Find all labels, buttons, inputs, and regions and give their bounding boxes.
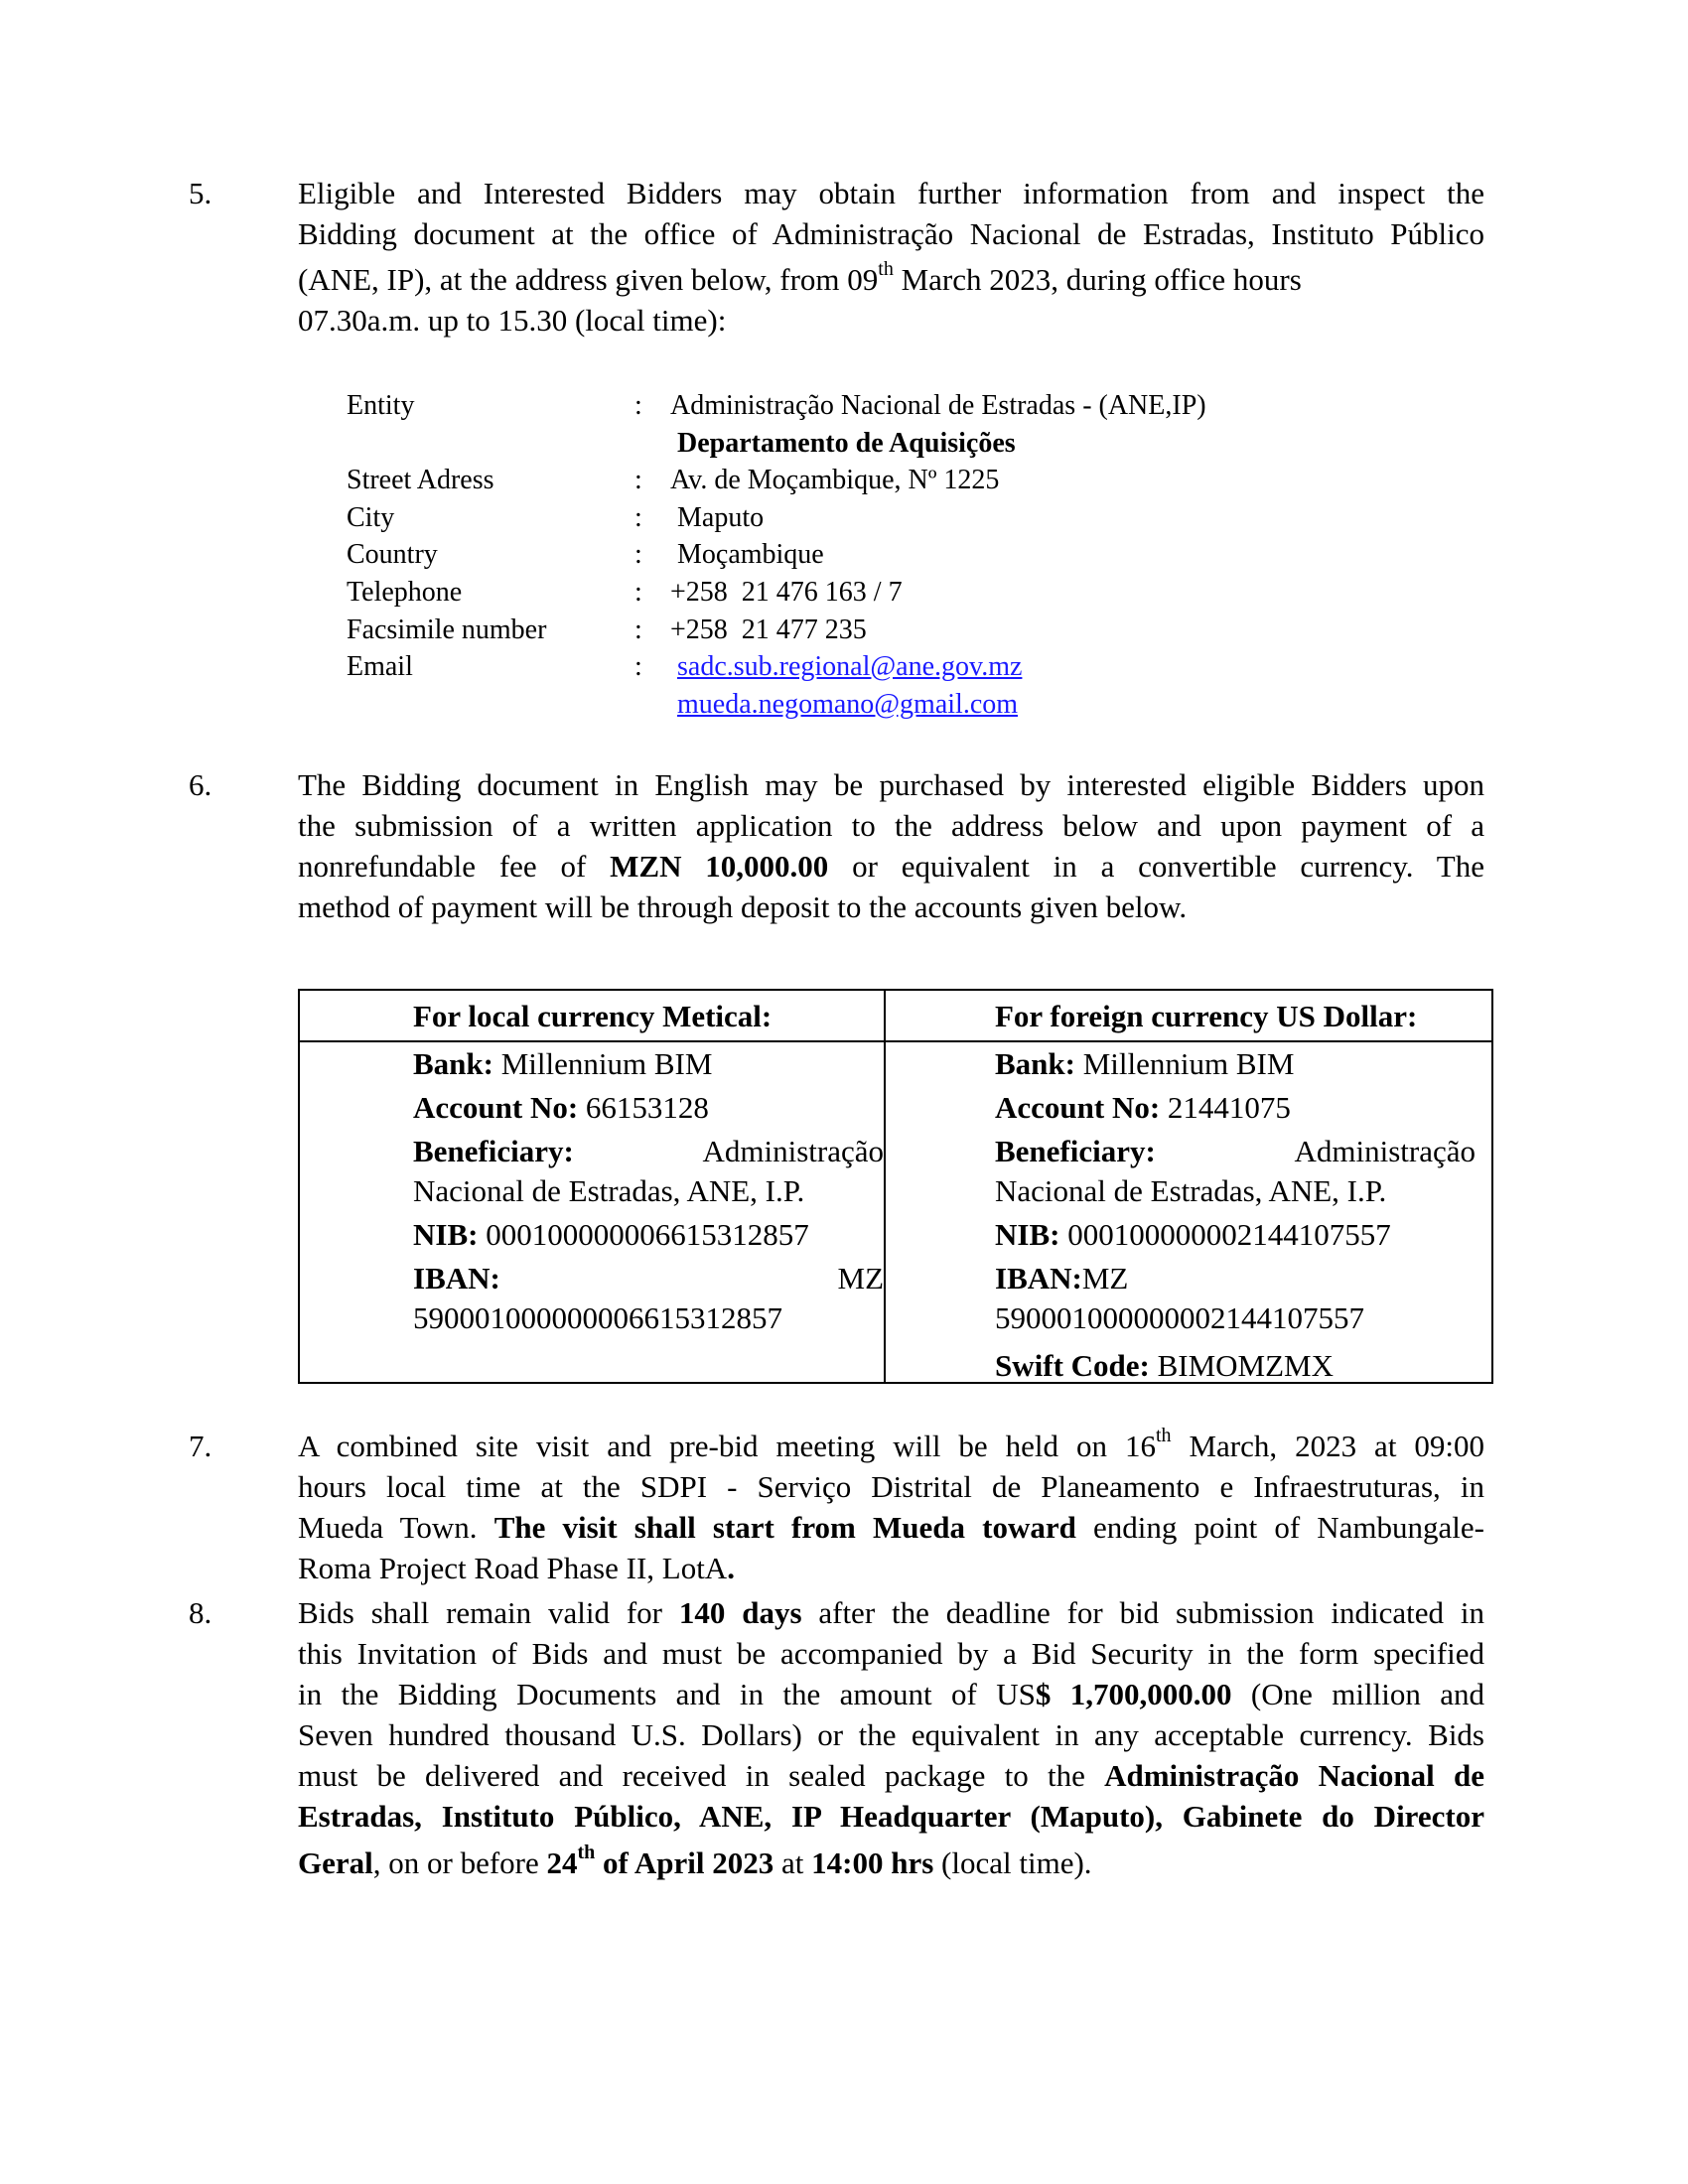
contact-value: Administração Nacional de Estradas - (ANE,IP) bbox=[670, 390, 1206, 421]
local-currency-column bbox=[413, 991, 884, 1338]
iban-row: IBAN: MZ bbox=[413, 1261, 884, 1296]
superscript: th bbox=[878, 257, 894, 280]
text-line bbox=[298, 846, 1484, 887]
paragraph-number: 7. bbox=[189, 1429, 212, 1463]
text-segment: after the deadline for bid submission indicated in bbox=[801, 1595, 1484, 1630]
text-segment: Roma Project Road Phase II, LotA bbox=[298, 1551, 728, 1585]
text-line bbox=[298, 1426, 1484, 1466]
contact-row-country bbox=[347, 536, 1339, 574]
text-line: hours local time at the SDPI - Serviço Distrital de Planeamento e Infraestruturas, in bbox=[298, 1469, 1484, 1504]
beneficiary-row: Nacional de Estradas, ANE, I.P. bbox=[995, 1173, 1387, 1208]
text-segment: must be delivered and received in sealed package to the bbox=[298, 1758, 1105, 1793]
bold-text: Geral bbox=[298, 1845, 373, 1880]
bank-row: Bank: Millennium BIM bbox=[413, 1046, 713, 1081]
email-link[interactable]: sadc.sub.regional@ane.gov.mz bbox=[677, 651, 1023, 683]
paragraph-number: 8. bbox=[189, 1595, 212, 1630]
text-line: Estradas, Instituto Público, ANE, IP Headquarter (Maputo), Gabinete do Director bbox=[298, 1799, 1484, 1834]
text-segment: Mueda Town. bbox=[298, 1510, 494, 1545]
contact-value: Departamento de Aquisições bbox=[677, 427, 1016, 459]
text-segment: in the Bidding Documents and in the amount of US bbox=[298, 1677, 1036, 1711]
text-line: Bidding document at the office of Administração Nacional de Estradas, Instituto Público bbox=[298, 216, 1484, 251]
superscript: th bbox=[1155, 1424, 1172, 1446]
text-line: this Invitation of Bids and must be accompanied by a Bid Security in the form specified bbox=[298, 1636, 1484, 1671]
paragraph-5 bbox=[189, 173, 1484, 341]
paragraph-number: 6. bbox=[189, 767, 212, 802]
table-divider bbox=[884, 991, 886, 1382]
text-line: Eligible and Interested Bidders may obtain further information from and inspect the bbox=[298, 176, 1484, 210]
colon: : bbox=[634, 651, 642, 683]
contact-value: Moçambique bbox=[677, 539, 824, 571]
text-segment: March, 2023 at 09:00 bbox=[1171, 1429, 1485, 1463]
account-row: Account No: 21441075 bbox=[995, 1090, 1291, 1125]
swift-row: Swift Code: BIMOMZMX bbox=[995, 1348, 1335, 1383]
bold-text: Administração Nacional de bbox=[1104, 1758, 1485, 1793]
paragraph-number: 5. bbox=[189, 176, 212, 210]
beneficiary-row: Beneficiary: Administração bbox=[995, 1134, 1476, 1168]
colon: : bbox=[634, 501, 642, 533]
text-line: 07.30a.m. up to 15.30 (local time): bbox=[298, 303, 727, 338]
paragraph-8 bbox=[189, 1592, 1484, 1883]
text-segment: A combined site visit and pre-bid meeting will be held on 16 bbox=[298, 1429, 1156, 1463]
contact-label: Street Adress bbox=[347, 465, 494, 496]
text-line: The Bidding document in English may be purchased by interested eligible Bidders upon bbox=[298, 767, 1484, 802]
beneficiary-row: Nacional de Estradas, ANE, I.P. bbox=[413, 1173, 805, 1208]
contact-value: +258 21 476 163 / 7 bbox=[670, 576, 903, 608]
colon: : bbox=[634, 614, 642, 645]
colon: : bbox=[634, 465, 642, 496]
colon: : bbox=[634, 539, 642, 571]
text-segment: at bbox=[774, 1845, 812, 1880]
contact-value: Maputo bbox=[677, 501, 765, 533]
contact-label: Entity bbox=[347, 390, 415, 421]
text-line bbox=[298, 259, 1484, 300]
text-segment: ending point of Nambungale- bbox=[1075, 1510, 1484, 1545]
text-segment: (ANE, IP), at the address given below, from 09 bbox=[298, 262, 879, 297]
fee-amount: MZN 10,000.00 bbox=[610, 849, 829, 884]
text-segment: , on or before bbox=[372, 1845, 547, 1880]
text-line: Seven hundred thousand U.S. Dollars) or the equivalent in any acceptable currency. Bids bbox=[298, 1717, 1484, 1752]
nib-row: NIB: 000100000006615312857 bbox=[413, 1217, 809, 1252]
bold-text: . bbox=[727, 1551, 735, 1585]
foreign-currency-column bbox=[995, 991, 1476, 1386]
bank-accounts-table bbox=[298, 989, 1493, 1384]
contact-row-street bbox=[347, 462, 1339, 499]
text-line bbox=[298, 1674, 1484, 1714]
text-line bbox=[298, 1548, 1484, 1588]
text-segment: March 2023, during office hours bbox=[893, 262, 1302, 297]
text-line: the submission of a written application to the address below and upon payment of a bbox=[298, 808, 1484, 843]
beneficiary-row: Beneficiary: Administração bbox=[413, 1134, 884, 1168]
contact-row-fax bbox=[347, 612, 1339, 649]
bold-text: 140 days bbox=[678, 1595, 802, 1630]
colon: : bbox=[634, 576, 642, 608]
account-row: Account No: 66153128 bbox=[413, 1090, 709, 1125]
superscript: th bbox=[577, 1841, 596, 1863]
iban-row: 590001000000002144107557 bbox=[995, 1300, 1364, 1335]
iban-row: IBAN:MZ bbox=[995, 1261, 1129, 1296]
bid-security-amount: $ 1,700,000.00 bbox=[1035, 1677, 1232, 1711]
bold-text: 24 bbox=[546, 1845, 578, 1880]
contact-row-city bbox=[347, 499, 1339, 537]
deadline-time: 14:00 hrs bbox=[811, 1845, 934, 1880]
bank-row: Bank: Millennium BIM bbox=[995, 1046, 1295, 1081]
text-segment: nonrefundable fee of bbox=[298, 849, 611, 884]
contact-value: Av. de Moçambique, Nº 1225 bbox=[670, 465, 1000, 496]
column-header: For foreign currency US Dollar: bbox=[995, 999, 1418, 1033]
contact-label: Email bbox=[347, 651, 413, 683]
paragraph-7 bbox=[189, 1421, 1484, 1588]
nib-row: NIB: 000100000002144107557 bbox=[995, 1217, 1391, 1252]
contact-label: Facsimile number bbox=[347, 614, 547, 645]
deadline-date: of April 2023 bbox=[595, 1845, 774, 1880]
text-segment: or equivalent in a convertible currency. The bbox=[828, 849, 1484, 884]
contact-details bbox=[347, 387, 1339, 723]
contact-row-telephone bbox=[347, 574, 1339, 612]
iban-row: 590001000000006615312857 bbox=[413, 1300, 782, 1335]
contact-row-email-2 bbox=[347, 686, 1339, 724]
text-line bbox=[298, 1507, 1484, 1548]
text-line bbox=[298, 1592, 1484, 1633]
text-segment: Bids shall remain valid for bbox=[298, 1595, 679, 1630]
contact-label: Country bbox=[347, 539, 438, 571]
column-header: For local currency Metical: bbox=[413, 999, 773, 1033]
email-link[interactable]: mueda.negomano@gmail.com bbox=[677, 688, 1019, 720]
text-line bbox=[298, 1755, 1484, 1796]
text-segment: (local time). bbox=[933, 1845, 1092, 1880]
contact-label: City bbox=[347, 501, 395, 533]
bold-text: The visit shall start from Mueda toward bbox=[493, 1510, 1076, 1545]
contact-row-department bbox=[347, 425, 1339, 463]
text-segment: (One million and bbox=[1231, 1677, 1485, 1711]
text-line bbox=[298, 1843, 1484, 1883]
colon: : bbox=[634, 390, 642, 421]
paragraph-6 bbox=[189, 764, 1484, 927]
text-line: method of payment will be through deposit to the accounts given below. bbox=[298, 889, 1188, 924]
contact-value: +258 21 477 235 bbox=[670, 614, 867, 645]
contact-row-entity bbox=[347, 387, 1339, 425]
contact-row-email bbox=[347, 648, 1339, 686]
contact-label: Telephone bbox=[347, 576, 463, 608]
